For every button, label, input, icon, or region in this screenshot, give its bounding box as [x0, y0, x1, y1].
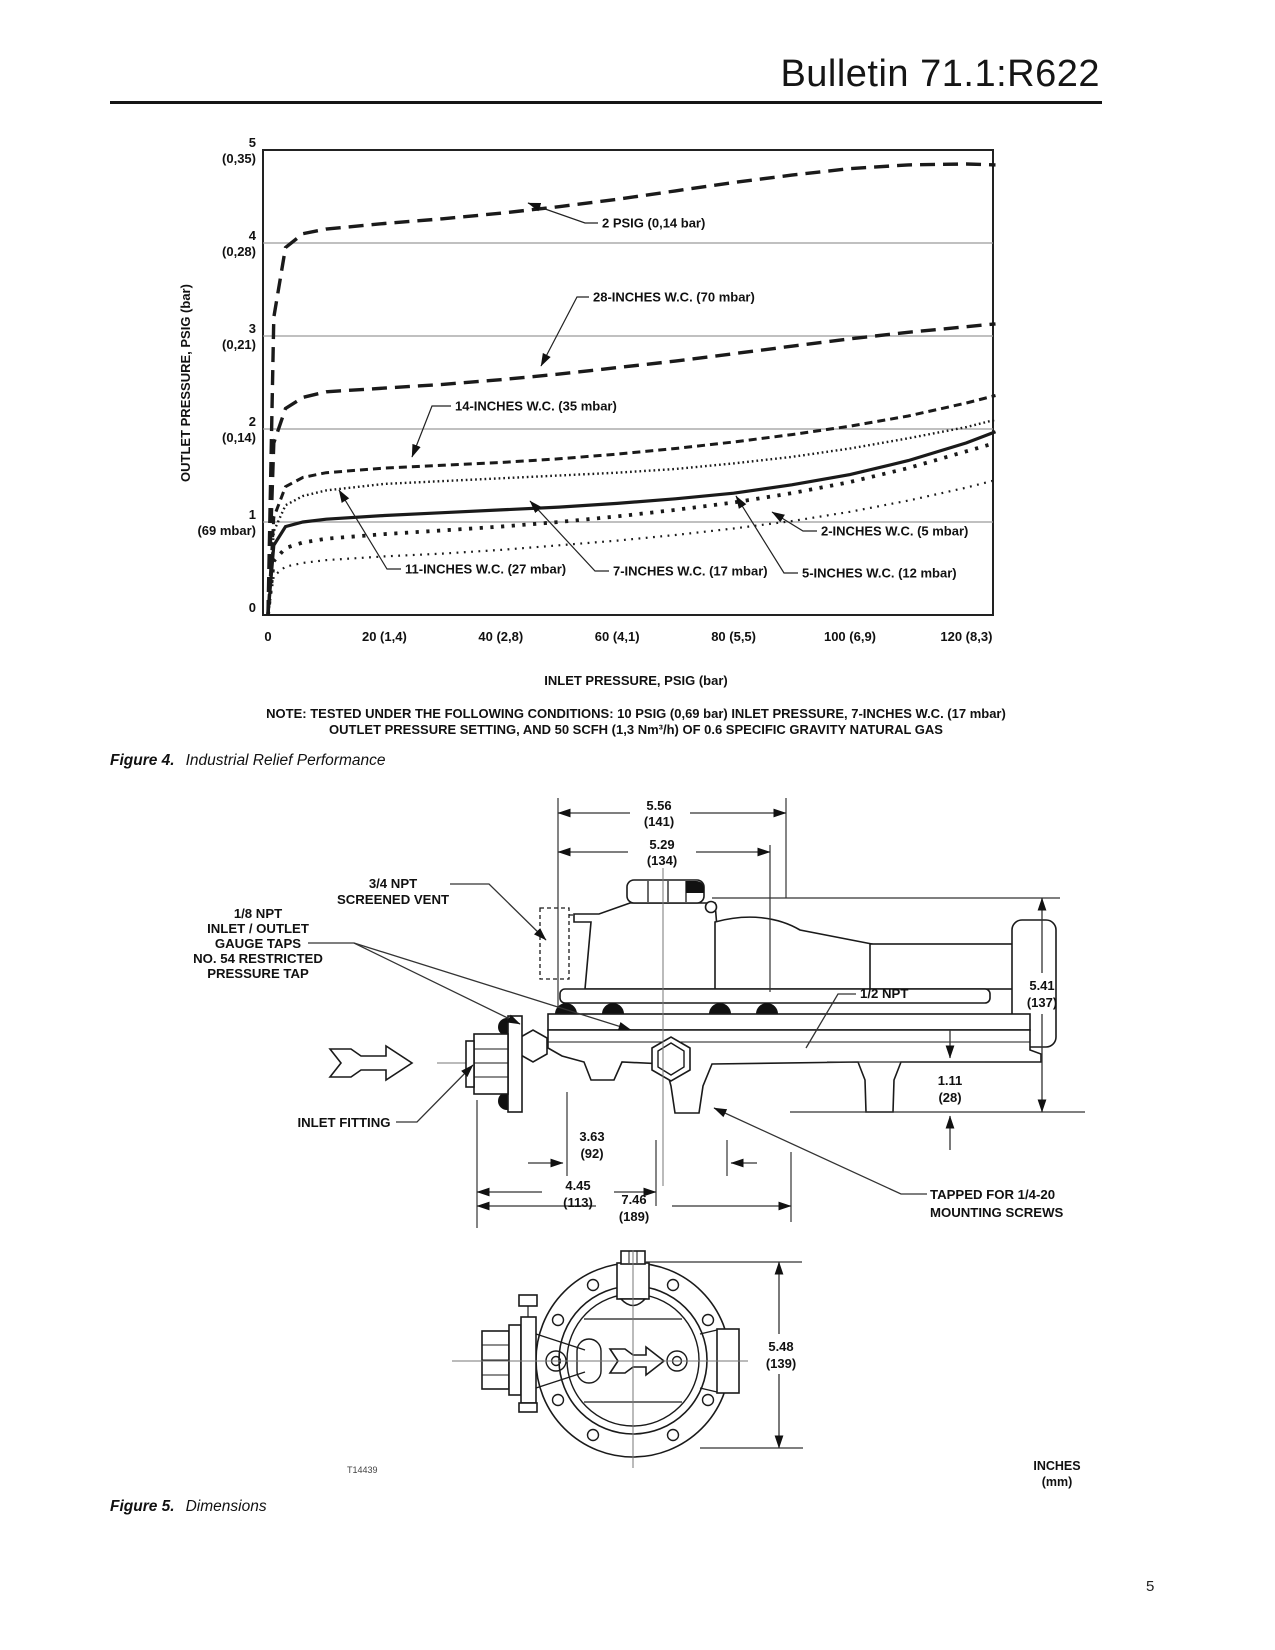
curve-label-leader — [530, 501, 609, 571]
diaphragm-flange — [560, 989, 990, 1003]
y-tick-label: 2 — [248, 414, 256, 429]
y-tick-sublabel: (0,14) — [222, 430, 256, 445]
flange-screw — [756, 1003, 778, 1014]
inlet-fitting-label: INLET FITTING — [297, 1115, 391, 1130]
y-tick-sublabel: (69 mbar) — [197, 523, 256, 538]
y-tick-sublabel: (0,21) — [222, 337, 256, 352]
gauge-taps-label-2: INLET / OUTLET — [207, 921, 309, 936]
tapped-label-1: TAPPED FOR 1/4-20 — [930, 1187, 1056, 1202]
dim-height-overall-in: 5.41 — [1029, 978, 1055, 993]
figure4-caption — [110, 752, 385, 770]
dim-length-overall-in: 7.46 — [621, 1192, 647, 1207]
y-tick-label: 5 — [248, 135, 256, 150]
curve-label: 2-INCHES W.C. (5 mbar) — [821, 523, 969, 539]
curve-label: 7-INCHES W.C. (17 mbar) — [613, 563, 768, 579]
spring-case — [574, 903, 722, 989]
x-tick-label: 0 — [264, 629, 272, 644]
inlet-end-cap — [466, 1041, 474, 1087]
flange-screw — [602, 1003, 624, 1014]
gauge-taps-label-3: GAUGE TAPS — [214, 936, 302, 951]
x-axis-title: INLET PRESSURE, PSIG (bar) — [544, 673, 728, 688]
half-npt-label: 1/2 NPT — [860, 986, 909, 1001]
dim-width-case-mm: (134) — [646, 853, 678, 868]
chart-note-line1: NOTE: TESTED UNDER THE FOLLOWING CONDITIONS: 10 PSIG (0,69 bar) INLET PRESSURE, 7-INCHES W.C. (17 mbar) — [266, 706, 1006, 721]
x-tick-label: 60 (4,1) — [594, 629, 640, 644]
dim-width-overall-in: 5.56 — [646, 798, 672, 813]
cap-corner-mark — [686, 881, 704, 893]
casing-right-block — [870, 944, 1016, 989]
dim-body-diameter-in: 5.48 — [768, 1339, 794, 1354]
chart-dynamic-content — [197, 135, 995, 644]
gauge-taps-label-4: NO. 54 RESTRICTED — [193, 951, 323, 966]
units-label-inches: INCHES — [1033, 1459, 1081, 1473]
dim-base-height-mm: (28) — [938, 1090, 962, 1105]
flange-screw — [709, 1003, 731, 1014]
dimension-drawing — [193, 798, 1085, 1489]
y-tick-label: 1 — [248, 507, 256, 522]
flow-direction-arrow — [330, 1046, 412, 1080]
figure4-caption-text: Industrial Relief Performance — [185, 752, 386, 769]
chart-note-line2: OUTLET PRESSURE SETTING, AND 50 SCFH (1,3 Nm³/h) OF 0.6 SPECIFIC GRAVITY NATURAL GAS — [329, 722, 943, 737]
gauge-tap-hex — [519, 1030, 547, 1062]
regulator-bottom-view — [452, 1250, 748, 1468]
y-tick-sublabel: (0,28) — [222, 244, 256, 259]
tap-screw-bottom — [519, 1403, 537, 1412]
dim-width-case-in: 5.29 — [649, 837, 675, 852]
tap-screw-top — [519, 1295, 537, 1306]
dim-body-diameter-mm: (139) — [765, 1356, 797, 1371]
dim-length-overall-mm: (189) — [618, 1209, 650, 1224]
page-title: Bulletin 71.1:R622 — [780, 53, 1100, 95]
series-curve-sparse-dot — [268, 480, 996, 615]
curve-label: 2 PSIG (0,14 bar) — [602, 215, 706, 231]
union-plate-bottom-view — [509, 1325, 521, 1395]
curve-label: 11-INCHES W.C. (27 mbar) — [405, 561, 567, 577]
page-number: 5 — [1146, 1578, 1155, 1595]
body-top-flange — [548, 1014, 1030, 1030]
x-tick-label: 100 (6,9) — [823, 629, 877, 644]
y-axis-title: OUTLET PRESSURE, PSIG (bar) — [178, 284, 193, 482]
dim-tap-to-center-in: 3.63 — [579, 1129, 605, 1144]
y-tick-label: 0 — [248, 600, 256, 615]
x-tick-label: 80 (5,5) — [711, 629, 757, 644]
screened-vent-label-2: SCREENED VENT — [336, 892, 450, 907]
dim-height-overall-mm: (137) — [1026, 995, 1058, 1010]
gauge-taps-label-5: PRESSURE TAP — [207, 966, 309, 981]
vent-ear — [706, 902, 717, 913]
figure4-caption-label: Figure 4. — [110, 752, 175, 769]
y-tick-sublabel: (0,35) — [222, 151, 256, 166]
screened-vent-hidden-outline — [540, 908, 569, 979]
curve-label: 5-INCHES W.C. (12 mbar) — [802, 565, 957, 581]
curve-label-leader — [736, 496, 798, 573]
curve-label-leader — [412, 406, 451, 457]
x-tick-label: 40 (2,8) — [478, 629, 524, 644]
dim-tap-to-center-mm: (92) — [580, 1146, 604, 1161]
dim-inlet-to-center-in: 4.45 — [565, 1178, 591, 1193]
curve-label: 14-INCHES W.C. (35 mbar) — [455, 398, 617, 414]
curve-label: 28-INCHES W.C. (70 mbar) — [593, 289, 755, 305]
x-tick-label: 120 (8,3) — [940, 629, 993, 644]
dim-inlet-to-center-mm: (113) — [563, 1195, 593, 1210]
figure5-caption-text: Dimensions — [185, 1498, 267, 1515]
figure5-caption — [110, 1498, 267, 1516]
inlet-hex-nut — [474, 1034, 508, 1094]
drawing-number: T14439 — [347, 1465, 378, 1475]
figure5-caption-label: Figure 5. — [110, 1498, 175, 1515]
relief-performance-chart — [178, 135, 1006, 737]
dim-base-height-in: 1.11 — [937, 1073, 963, 1088]
union-plate2-bottom-view — [521, 1317, 536, 1403]
regulator-side-view — [330, 868, 1056, 1186]
units-label-mm: (mm) — [1041, 1475, 1073, 1489]
casing-right-sweep — [715, 917, 872, 989]
gauge-taps-label-1: 1/8 NPT — [233, 906, 283, 921]
curve-label-leader — [541, 297, 589, 366]
screened-vent-label-1: 3/4 NPT — [368, 876, 418, 891]
tapped-label-2: MOUNTING SCREWS — [930, 1205, 1064, 1220]
union-flange-plate — [508, 1016, 522, 1112]
dim-width-overall-mm: (141) — [643, 814, 675, 829]
x-tick-label: 20 (1,4) — [361, 629, 407, 644]
y-tick-label: 3 — [248, 321, 256, 336]
y-tick-label: 4 — [248, 228, 256, 243]
